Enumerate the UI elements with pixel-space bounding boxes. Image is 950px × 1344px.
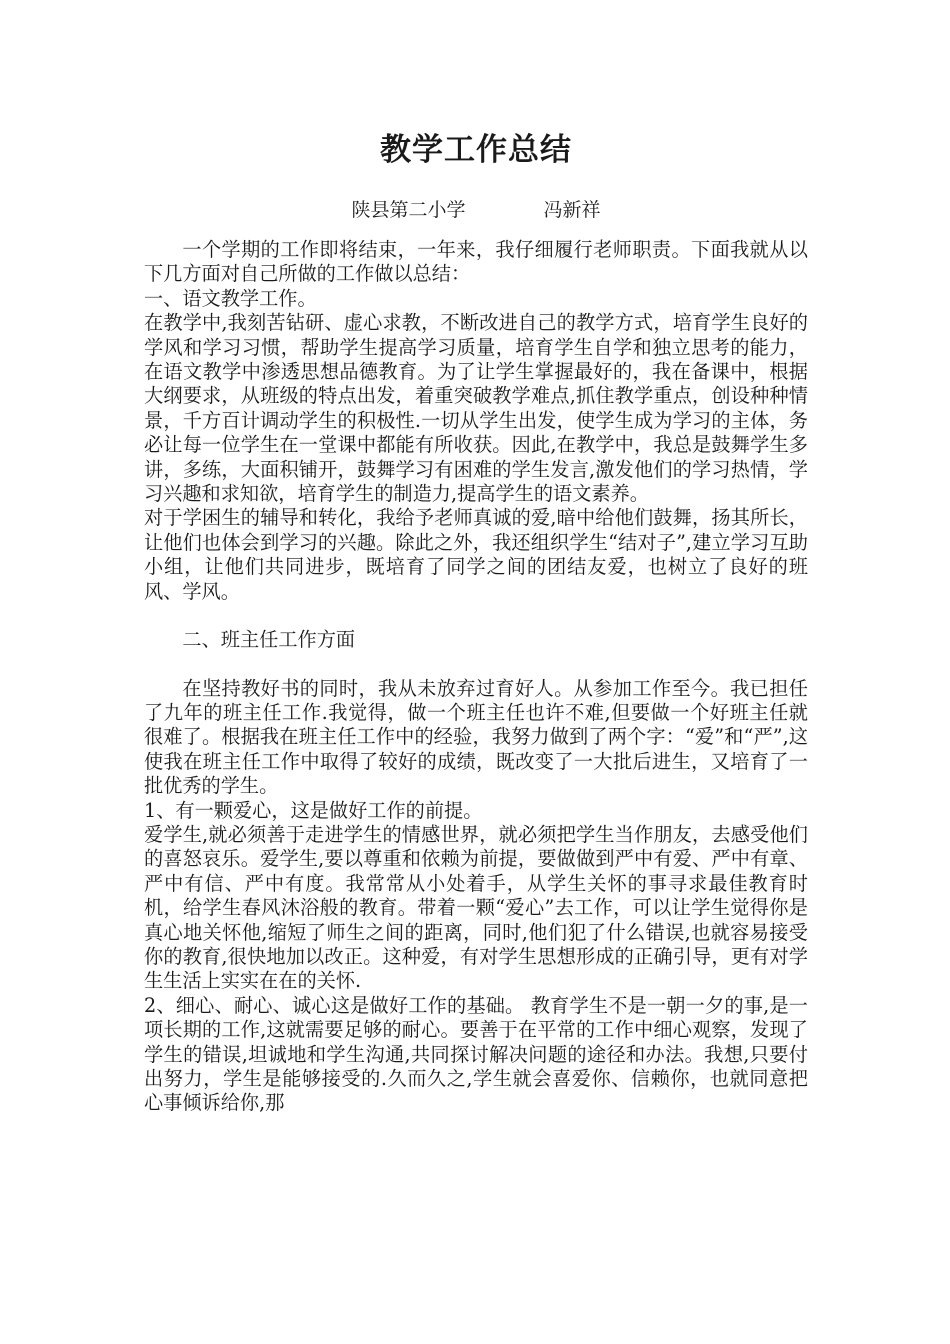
- intro-paragraph: 一个学期的工作即将结束，一年来，我仔细履行老师职责。下面我就从以下几方面对自己所做的工作做以总结：: [144, 238, 808, 286]
- school-name: 陕县第二小学: [351, 199, 466, 221]
- byline: [144, 196, 808, 224]
- paragraph-class-teacher-intro: 在坚持教好书的同时，我从未放弃过育好人。从参加工作至今。我已担任了九年的班主任工作.我觉得，做一个班主任也许不难,但要做一个好班主任就很难了。根据我在班主任工作中的经验，我努力做到了两个字：“爱”和“严”,这使我在班主任工作中取得了较好的成绩，既改变了一大批后进生，又培育了一批优秀的学生。: [144, 676, 808, 798]
- paragraph-teaching-methods: 在教学中,我刻苦钻研、虚心求教，不断改进自己的教学方式，培育学生良好的学风和学习习惯，帮助学生提高学习质量，培育学生自学和独立思考的能力，在语文教学中渗透思想品德教育。为了让学生掌握最好的，我在备课中，根据大纲要求，从班级的特点出发，着重突破教学难点,抓住教学重点，创设种种情景，千方百计调动学生的积极性.一切从学生出发，使学生成为学习的主体，务必让每一位学生在一堂课中都能有所收获。因此,在教学中，我总是鼓舞学生多讲，多练，大面积铺开，鼓舞学习有困难的学生发言,激发他们的学习热情，学习兴趣和求知欲，培育学生的制造力,提高学生的语文素养。: [144, 311, 808, 506]
- paragraph-struggling-students: 对于学困生的辅导和转化，我给予老师真诚的爱,暗中给他们鼓舞，扬其所长，让他们也体会到学习的兴趣。除此之外，我还组织学生“结对子”,建立学习互助小组，让他们共同进步，既培育了同学之间的团结友爱，也树立了良好的班风、学风。: [144, 506, 808, 603]
- subheading-caring-heart: 1、有一颗爱心，这是做好工作的前提。: [144, 798, 483, 822]
- section-heading-class-teacher: 二、班主任工作方面: [182, 628, 356, 652]
- paragraph-love-students: 爱学生,就必须善于走进学生的情感世界，就必须把学生当作朋友，去感受他们的喜怒哀乐。爱学生,要以尊重和依赖为前提，要做做到严中有爱、严中有章、严中有信、严中有度。我常常从小处着手，从学生关怀的事寻求最佳教育时机，给学生春风沐浴般的教育。带着一颗“爱心”去工作，可以让学生觉得你是真心地关怀他,缩短了师生之间的距离，同时,他们犯了什么错误,也就容易接受你的教育,很快地加以改正。这种爱，有对学生思想形成的正确引导，更有对学生生活上实实在在的关怀.: [144, 822, 808, 993]
- document-title: 教学工作总结: [380, 132, 572, 168]
- document-body: [144, 238, 808, 1116]
- section-heading-chinese-teaching: 一、语文教学工作。: [144, 286, 317, 310]
- author-name: 冯新祥: [543, 199, 601, 221]
- paragraph-patience: 2、细心、耐心、诚心这是做好工作的基础。 教育学生不是一朝一夕的事,是一项长期的工作,这就需要足够的耐心。要善于在平常的工作中细心观察，发现了学生的错误,坦诚地和学生沟通,共同探讨解决问题的途径和办法。我想,只要付出努力，学生是能够接受的.久而久之,学生就会喜爱你、信赖你，也就同意把心事倾诉给你,那: [144, 993, 808, 1115]
- document-page: [144, 118, 808, 1116]
